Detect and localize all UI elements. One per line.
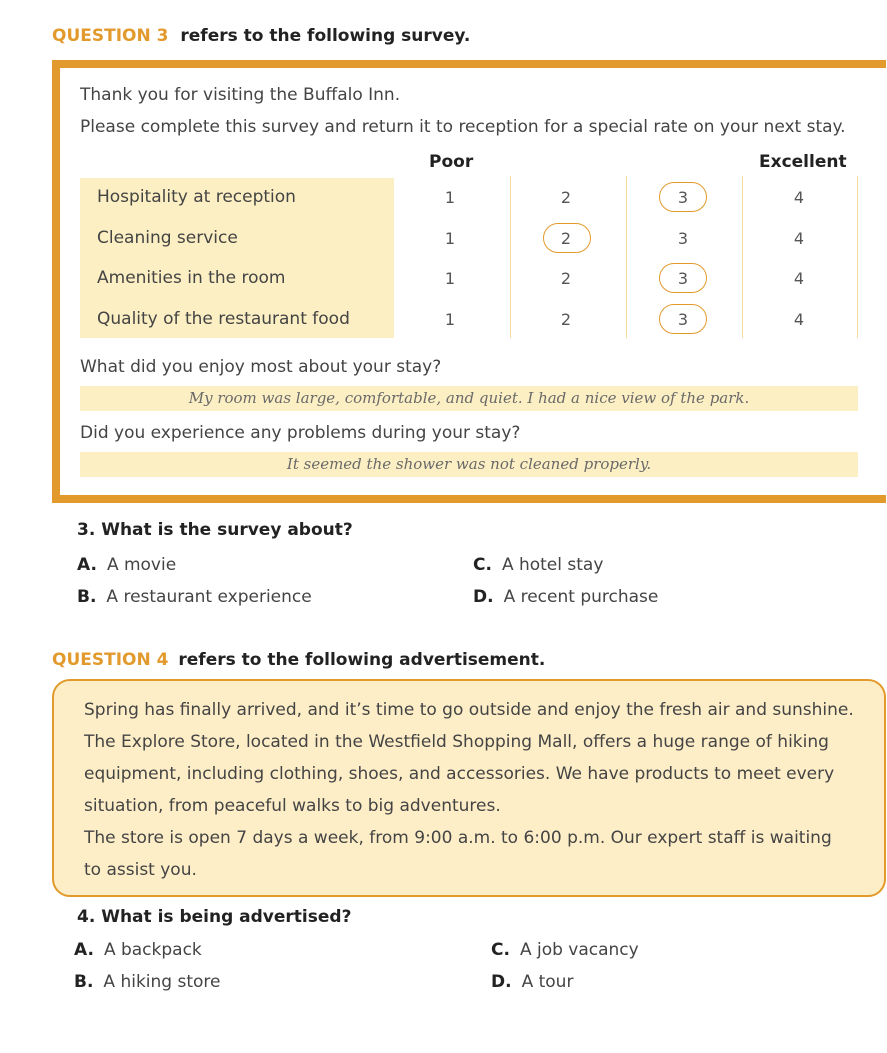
rating-option[interactable]: 2 [560, 269, 572, 288]
survey-prompt-problems: Did you experience any problems during your stay? [80, 423, 521, 443]
question-4-heading-text: refers to the following advertisement. [178, 650, 546, 670]
survey-answer-problems[interactable]: It seemed the shower was not cleaned properly. [80, 452, 858, 477]
rating-option[interactable]: 2 [560, 310, 572, 329]
rating-option[interactable]: 4 [793, 229, 805, 248]
rating-row-label: Amenities in the room [97, 268, 286, 288]
rating-option[interactable]: 2 [560, 188, 572, 207]
survey-intro-instructions: Please complete this survey and return it to reception for a special rate on your next stay. [80, 117, 846, 137]
column-divider [626, 176, 627, 338]
rating-row-label: Cleaning service [97, 228, 238, 248]
ad-text-line: The store is open 7 days a week, from 9:00 a.m. to 6:00 p.m. Our expert staff is waiting [84, 828, 832, 848]
rating-option[interactable]: 3 [677, 188, 689, 207]
option-letter: B. [74, 972, 94, 992]
option-b[interactable] [74, 972, 221, 992]
option-letter: A. [77, 555, 97, 575]
option-text: A tour [521, 972, 574, 992]
ad-text-line: Spring has finally arrived, and it’s time to go outside and enjoy the fresh air and sunshine. [84, 700, 854, 720]
survey-answer-enjoy[interactable]: My room was large, comfortable, and quiet. I had a nice view of the park. [80, 386, 858, 411]
rating-option[interactable]: 4 [793, 310, 805, 329]
question-4-number: QUESTION 4 [52, 650, 169, 670]
column-divider [857, 176, 858, 338]
option-a[interactable] [74, 940, 202, 960]
rating-option[interactable]: 4 [793, 188, 805, 207]
option-text: A recent purchase [503, 587, 659, 607]
option-letter: C. [473, 555, 492, 575]
option-letter: C. [491, 940, 510, 960]
option-d[interactable] [473, 587, 658, 607]
option-text: A hotel stay [501, 555, 604, 575]
question-3-number: QUESTION 3 [52, 26, 169, 46]
rating-row-label: Quality of the restaurant food [97, 309, 350, 329]
option-text: A backpack [103, 940, 202, 960]
rating-option[interactable]: 1 [444, 269, 456, 288]
ad-text-line: equipment, including clothing, shoes, and accessories. We have products to meet every [84, 764, 835, 784]
ad-text-line: situation, from peaceful walks to big adventures. [84, 796, 501, 816]
rating-option[interactable]: 1 [444, 188, 456, 207]
scale-label-poor: Poor [429, 152, 474, 172]
option-text: A restaurant experience [106, 587, 312, 607]
selected-rating-circle [659, 182, 707, 212]
survey-prompt-enjoy: What did you enjoy most about your stay? [80, 357, 442, 377]
scale-label-excellent: Excellent [759, 152, 847, 172]
rating-option[interactable]: 3 [677, 229, 689, 248]
ad-text-line: The Explore Store, located in the Westfield Shopping Mall, offers a huge range of hiking [84, 732, 829, 752]
option-letter: D. [473, 587, 494, 607]
option-text: A movie [106, 555, 177, 575]
option-letter: A. [74, 940, 94, 960]
option-a[interactable] [77, 555, 176, 575]
option-letter: D. [491, 972, 512, 992]
ad-text-line: to assist you. [84, 860, 197, 880]
rating-row-label: Hospitality at reception [97, 187, 296, 207]
question-4-text: 4. What is being advertised? [77, 907, 352, 927]
option-letter: B. [77, 587, 97, 607]
question-3-heading [52, 26, 470, 46]
option-d[interactable] [491, 972, 573, 992]
question-3-heading-text: refers to the following survey. [180, 26, 471, 46]
rating-option[interactable]: 1 [444, 310, 456, 329]
question-4-heading [52, 650, 545, 670]
question-3-text: 3. What is the survey about? [77, 520, 353, 540]
selected-rating-circle [543, 223, 591, 253]
option-c[interactable] [473, 555, 603, 575]
rating-option[interactable]: 3 [677, 310, 689, 329]
option-b[interactable] [77, 587, 312, 607]
rating-option[interactable]: 2 [560, 229, 572, 248]
selected-rating-circle [659, 304, 707, 334]
column-divider [742, 176, 743, 338]
survey-intro-thanks: Thank you for visiting the Buffalo Inn. [80, 85, 401, 105]
option-text: A hiking store [103, 972, 221, 992]
selected-rating-circle [659, 263, 707, 293]
option-text: A job vacancy [519, 940, 639, 960]
rating-option[interactable]: 1 [444, 229, 456, 248]
option-c[interactable] [491, 940, 639, 960]
rating-option[interactable]: 3 [677, 269, 689, 288]
column-divider [510, 176, 511, 338]
rating-option[interactable]: 4 [793, 269, 805, 288]
